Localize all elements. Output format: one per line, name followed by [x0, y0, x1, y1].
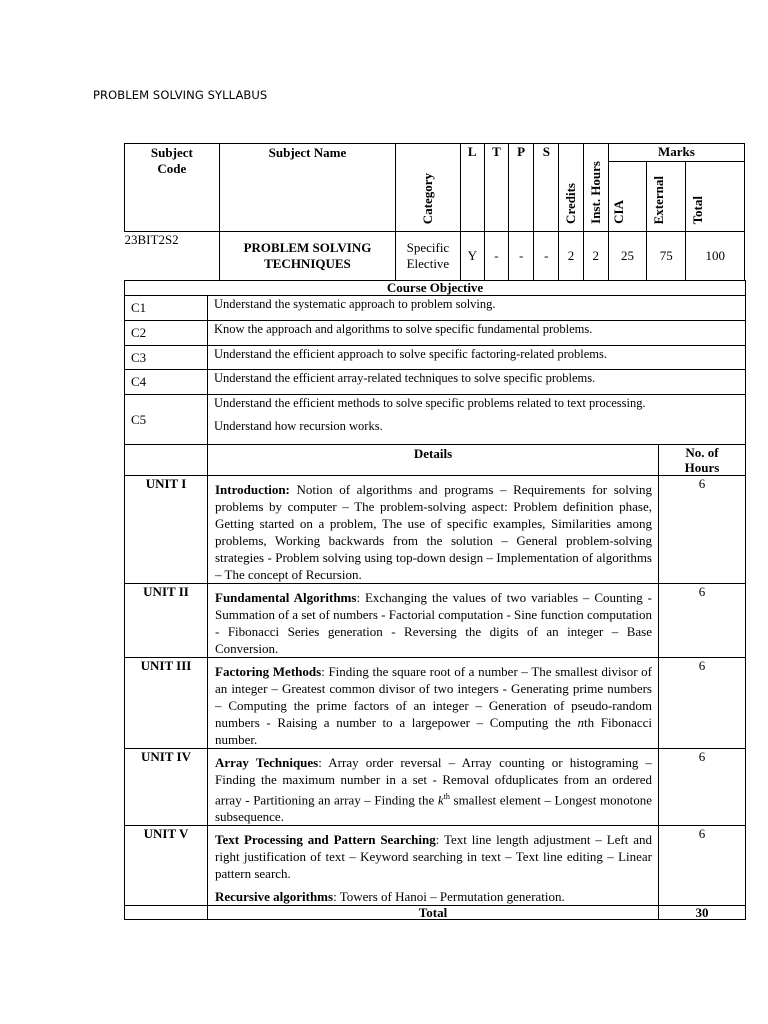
objective-code: C4 [125, 370, 208, 395]
unit-hours: 6 [659, 584, 746, 658]
t-header: T [484, 144, 508, 232]
subject-name-header: Subject Name [219, 144, 395, 232]
blank-cell [125, 445, 208, 476]
objective-code: C2 [125, 321, 208, 346]
category-header: Category [396, 144, 461, 232]
objective-line: Understand the efficient methods to solve specific problems related to text processing. [214, 396, 646, 410]
course-name: PROBLEM SOLVING TECHNIQUES [219, 232, 395, 281]
unit-detail: Factoring Methods: Finding the square root of a number – The smallest divisor of an integer – Greatest common divisor of two integers - Generating prime numbers – Computing the prime factors of an integer – Generation of pseudo-random numbers - Raising a number to a largepower – Computing the nth Fibonacci number. [208, 658, 659, 749]
document-title: PROBLEM SOLVING SYLLABUS [93, 88, 268, 102]
syllabus-table [124, 280, 746, 920]
objective-text: Know the approach and algorithms to solve specific fundamental problems. [208, 321, 746, 346]
course-l: Y [460, 232, 484, 281]
course-code: 23BIT2S2 [125, 232, 220, 281]
objective-text: Understand the systematic approach to problem solving. [208, 296, 746, 321]
unit-hours: 6 [659, 476, 746, 584]
unit-label: UNIT III [125, 658, 208, 749]
course-category: Specific Elective [396, 232, 461, 281]
marks-header: Marks [608, 144, 744, 162]
total-label: Total [208, 906, 659, 920]
course-external: 75 [647, 232, 686, 281]
unit-detail: Text Processing and Pattern Searching: Text line length adjustment – Left and right justification of text – Keyword searching in text – Text line editing – Linear pattern search. Recursive algorithms: Towers of Hanoi – Permutation generation. [208, 826, 659, 906]
unit-detail: Introduction: Notion of algorithms and programs – Requirements for solving problems by computer – The problem-solving aspect: Problem definition phase, Getting started on a problem, The use of specific examples, Similarities among problems, Working backwards from the solution – General problem-solving strategies - Problem solving using top-down design – Implementation of algorithms – The concept of Recursion. [208, 476, 659, 584]
course-credits: 2 [559, 232, 583, 281]
unit-title: Introduction: [215, 482, 290, 497]
external-header: External [647, 162, 686, 232]
unit-label: UNIT II [125, 584, 208, 658]
course-inst-hours: 2 [583, 232, 608, 281]
objective-text: Understand the efficient approach to solve specific factoring-related problems. [208, 346, 746, 370]
course-cia: 25 [608, 232, 646, 281]
unit-detail: Fundamental Algorithms: Exchanging the values of two variables – Counting - Summation of a set of numbers - Factorial computation - Sine function computation - Fibonacci Series generation - Reversing the digits of an integer – Base Conversion. [208, 584, 659, 658]
objective-code: C1 [125, 296, 208, 321]
course-s: - [534, 232, 559, 281]
total-hours: 30 [659, 906, 746, 920]
objective-code: C5 [125, 395, 208, 445]
hours-heading: No. of Hours [659, 445, 746, 476]
unit-title: Recursive algorithms [215, 889, 334, 905]
objective-code: C3 [125, 346, 208, 370]
objective-text: Understand the efficient array-related techniques to solve specific problems. [208, 370, 746, 395]
blank-cell [125, 906, 208, 920]
course-total: 100 [686, 232, 745, 281]
objective-line: Understand how recursion works. [214, 419, 383, 433]
unit-title: Text Processing and Pattern Searching [215, 832, 436, 848]
unit-hours: 6 [659, 826, 746, 906]
credits-header: Credits [559, 144, 583, 232]
p-header: P [509, 144, 534, 232]
details-heading: Details [208, 445, 659, 476]
objective-text [208, 395, 746, 445]
s-header: S [534, 144, 559, 232]
course-info-table [124, 143, 745, 281]
total-header: Total [686, 162, 745, 232]
course-t: - [484, 232, 508, 281]
unit-title: Factoring Methods [215, 664, 322, 679]
unit-detail: Array Techniques: Array order reversal – Array counting or histograming – Finding the maximum number in a set - Removal ofduplicates from an ordered array - Partitioning an array – Finding the $k^{th}$ smallest element – Longest monotone subsequence. [208, 749, 659, 826]
inst-hours-header: Inst. Hours [583, 144, 608, 232]
unit-label: UNIT I [125, 476, 208, 584]
unit-hours: 6 [659, 658, 746, 749]
unit-title: Array Techniques [215, 755, 319, 770]
unit-hours: 6 [659, 749, 746, 826]
l-header: L [460, 144, 484, 232]
course-objective-heading: Course Objective [125, 281, 746, 296]
unit-label: UNIT IV [125, 749, 208, 826]
unit-label: UNIT V [125, 826, 208, 906]
cia-header: CIA [608, 162, 646, 232]
course-p: - [509, 232, 534, 281]
unit-title: Fundamental Algorithms [215, 590, 357, 605]
subject-code-header: Subject Code [125, 144, 220, 232]
